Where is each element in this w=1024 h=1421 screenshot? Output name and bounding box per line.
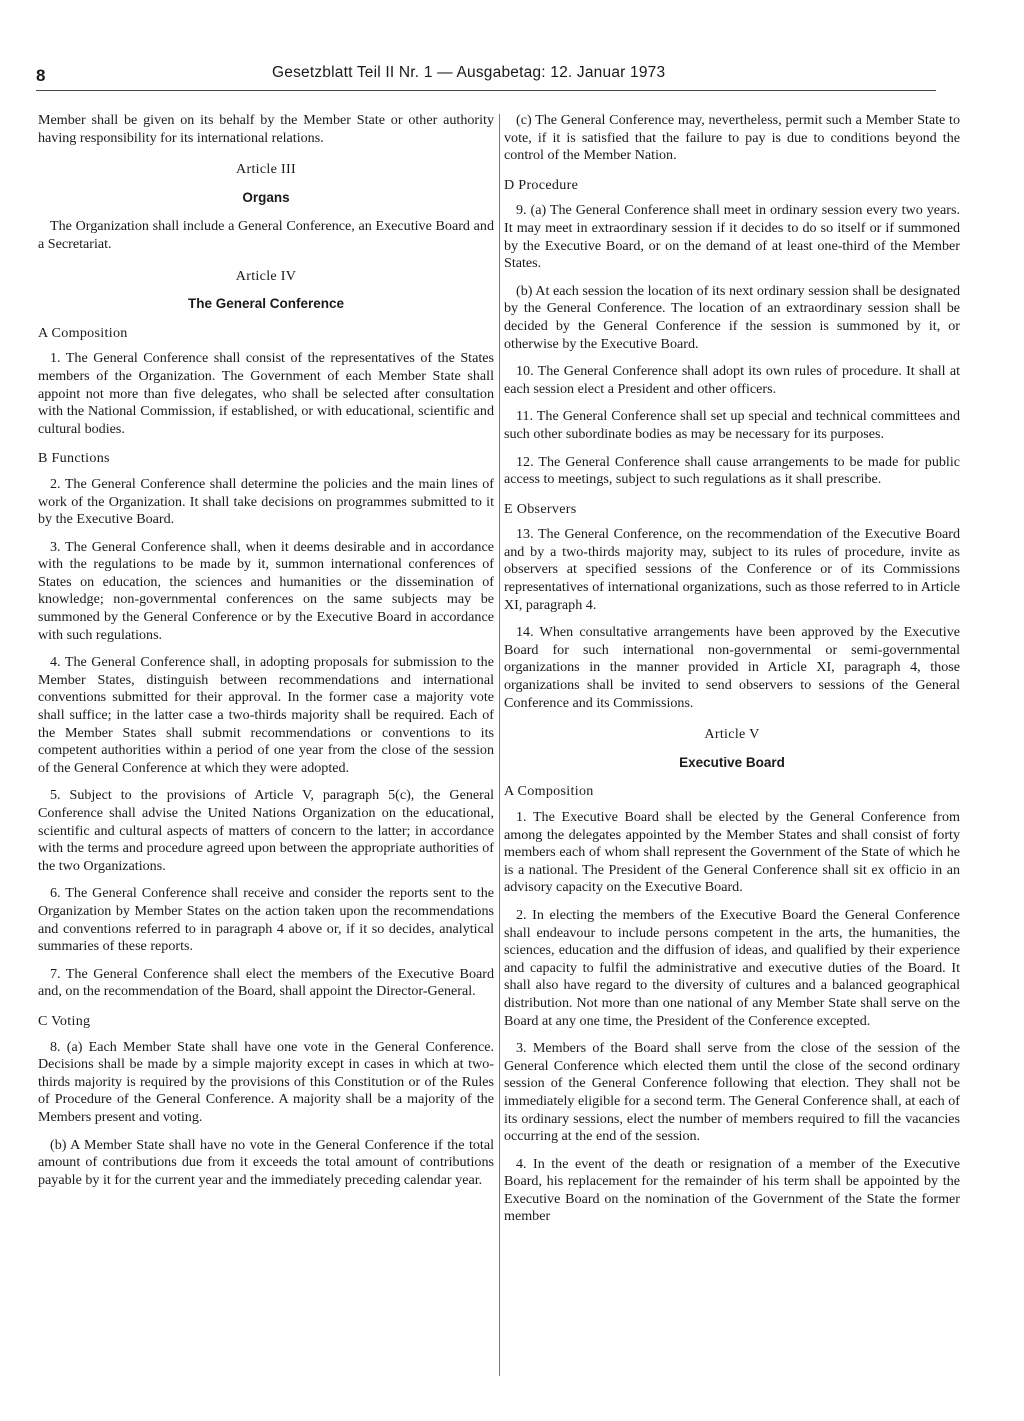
- article-4-paragraph-8c: (c) The General Conference may, nevertheless, permit such a Member State to vote, if it is satisfied that the failure to pay is due to conditions beyond the control of the Member Nation.: [504, 112, 960, 164]
- section-e-heading: E Observers: [504, 500, 577, 517]
- article-3-subtitle: Organs: [242, 189, 290, 205]
- right-column: [504, 112, 960, 1402]
- article-4-paragraph-10: 10. The General Conference shall adopt its own rules of procedure. It shall at each session elect a President and other officers.: [504, 363, 960, 397]
- article-5-subtitle: Executive Board: [679, 754, 785, 770]
- article-4-paragraph-8b: (b) A Member State shall have no vote in the General Conference if the total amount of contributions due from it exceeds the total amount of contributions payable by it for the current year and the immediately preceding calendar year.: [38, 1136, 494, 1188]
- page-number: 8: [36, 66, 46, 85]
- article-4-paragraph-1: 1. The General Conference shall consist of the representatives of the States members of the Organization. The Government of each Member State shall appoint not more than five delegates, who shall be selected after consultation with the National Commission, if established, or with educational, scientific and cultural bodies.: [38, 350, 494, 437]
- article-5-paragraph-3: 3. Members of the Board shall serve from the close of the session of the General Conference which elected them until the close of the second ordinary session of the General Conference following that election. They shall not be immediately eligible for a second term. The General Conference shall, at each of its ordinary sessions, elect the number of members required to fill the vacancies occurring at the end of the session.: [504, 1040, 960, 1145]
- page-header: [36, 62, 936, 91]
- article-4-paragraph-4: 4. The General Conference shall, in adopting proposals for submission to the Member States, distinguish between recommendations and international conventions submitted for their approval. In the former case a majority vote shall suffice; in the latter case a two-thirds majority shall be required. Each of the Member States shall submit recommendations or conventions to its competent authorities within a period of one year from the close of the session of the General Conference at which they were adopted.: [38, 654, 494, 776]
- article-4-paragraph-2: 2. The General Conference shall determine the policies and the main lines of work of the Organization. It shall take decisions on programmes submitted to it by the Executive Board.: [38, 475, 494, 528]
- article-4-subtitle: The General Conference: [187, 296, 345, 312]
- article-5-paragraph-2: 2. In electing the members of the Executive Board the General Conference shall endeavour to include persons competent in the arts, the humanities, the sciences, education and the diffusion of ideas, and qualified by their experience and capacity to fulfil the administrative and executive duties of the Board. It shall also have regard to the diversity of cultures and a balanced geographical distribution. Not more than one national of any Member State shall serve on the Board at any one time, the President of the Conference excepted.: [504, 906, 960, 1029]
- article-5-title: Article V: [704, 726, 760, 743]
- article-4-paragraph-6: 6. The General Conference shall receive and consider the reports sent to the Organization by Member States on the action taken upon the recommendations and conventions referred to in paragraph 4 above or, if it so decides, analytical summaries of these reports.: [38, 885, 494, 955]
- article-3-title: Article III: [235, 161, 297, 178]
- article-5-section-a-heading: A Composition: [504, 783, 594, 800]
- article-5-paragraph-4: 4. In the event of the death or resignation of a member of the Executive Board, his replacement for the remainder of his term shall be appointed by the Executive Board on the nomination of the Government of the State the former member: [504, 1155, 960, 1225]
- article-4-title: Article IV: [235, 267, 297, 284]
- section-b-heading: B Functions: [38, 450, 110, 467]
- article-4-paragraph-13: 13. The General Conference, on the recommendation of the Executive Board and by a two-thirds majority may, subject to its rules of procedure, invite as observers at specified sessions of the Conference or of its Commissions representatives of international organizations, such as those referred to in Article XI, paragraph 4.: [504, 526, 960, 613]
- left-column: [38, 112, 494, 1402]
- continuation-paragraph: Member shall be given on its behalf by the Member State or other authority having responsibility for its international relations.: [38, 112, 494, 146]
- article-4-paragraph-8a: 8. (a) Each Member State shall have one vote in the General Conference. Decisions shall be made by a simple majority except in cases in which at two-thirds majority is required by the provisions of this Constitution or of the Rules of Procedure of the General Conference. A majority shall be a majority of the Members present and voting.: [38, 1038, 494, 1125]
- article-4-paragraph-9a: 9. (a) The General Conference shall meet in ordinary session every two years. It may meet in extraordinary session if it decides to do so itself or if summoned by the Executive Board, or on the demand of at least one-third of the Member States.: [504, 202, 960, 272]
- column-divider: [499, 114, 500, 1376]
- section-a-heading: A Composition: [38, 324, 128, 341]
- article-4-paragraph-12: 12. The General Conference shall cause arrangements to be made for public access to meetings, subject to such regulations as it shall prescribe.: [504, 453, 960, 488]
- article-4-paragraph-5: 5. Subject to the provisions of Article V, paragraph 5(c), the General Conference shall advise the United Nations Organization on the educational, scientific and cultural aspects of matters of concern to the latter; in accordance with the terms and procedure agreed upon between the appropriate authorities of the two Organizations.: [38, 787, 494, 874]
- section-d-heading: D Procedure: [504, 176, 579, 193]
- header-title: Gesetzblatt Teil II Nr. 1 — Ausgabetag: 12. Januar 1973: [272, 64, 666, 81]
- article-4-paragraph-3: 3. The General Conference shall, when it deems desirable and in accordance with the regulations to be made by it, summon international conferences of States on education, the sciences and humanities or the dissemination of knowledge; non-governmental conferences on the same subjects may be summoned by the General Conference or by the Executive Board in accordance with such regulations.: [38, 538, 494, 643]
- article-3-text: The Organization shall include a General Conference, an Executive Board and a Secretariat.: [38, 218, 494, 252]
- article-4-paragraph-7: 7. The General Conference shall elect the members of the Executive Board and, on the recommendation of the Board, shall appoint the Director-General.: [38, 965, 494, 1000]
- article-4-paragraph-11: 11. The General Conference shall set up special and technical committees and such other subordinate bodies as may be necessary for its purposes.: [504, 408, 960, 442]
- section-c-heading: C Voting: [38, 1012, 91, 1029]
- article-5-paragraph-1: 1. The Executive Board shall be elected by the General Conference from among the delegates appointed by the Member States and shall consist of forty members each of whom shall represent the Government of the State of which he is a national. The President of the General Conference shall sit ex officio in an advisory capacity on the Executive Board.: [504, 809, 960, 896]
- article-4-paragraph-9b: (b) At each session the location of its next ordinary session shall be designated by the General Conference. The location of an extraordinary session shall be decided by the General Conference if the session is summoned by it, or otherwise by the Executive Board.: [504, 282, 960, 352]
- article-4-paragraph-14: 14. When consultative arrangements have been approved by the Executive Board for such international non-governmental or semi-governmental organizations in the manner provided in Article XI, paragraph 4, those organizations shall be invited to send observers to sessions of the General Conference and its Commissions.: [504, 624, 960, 711]
